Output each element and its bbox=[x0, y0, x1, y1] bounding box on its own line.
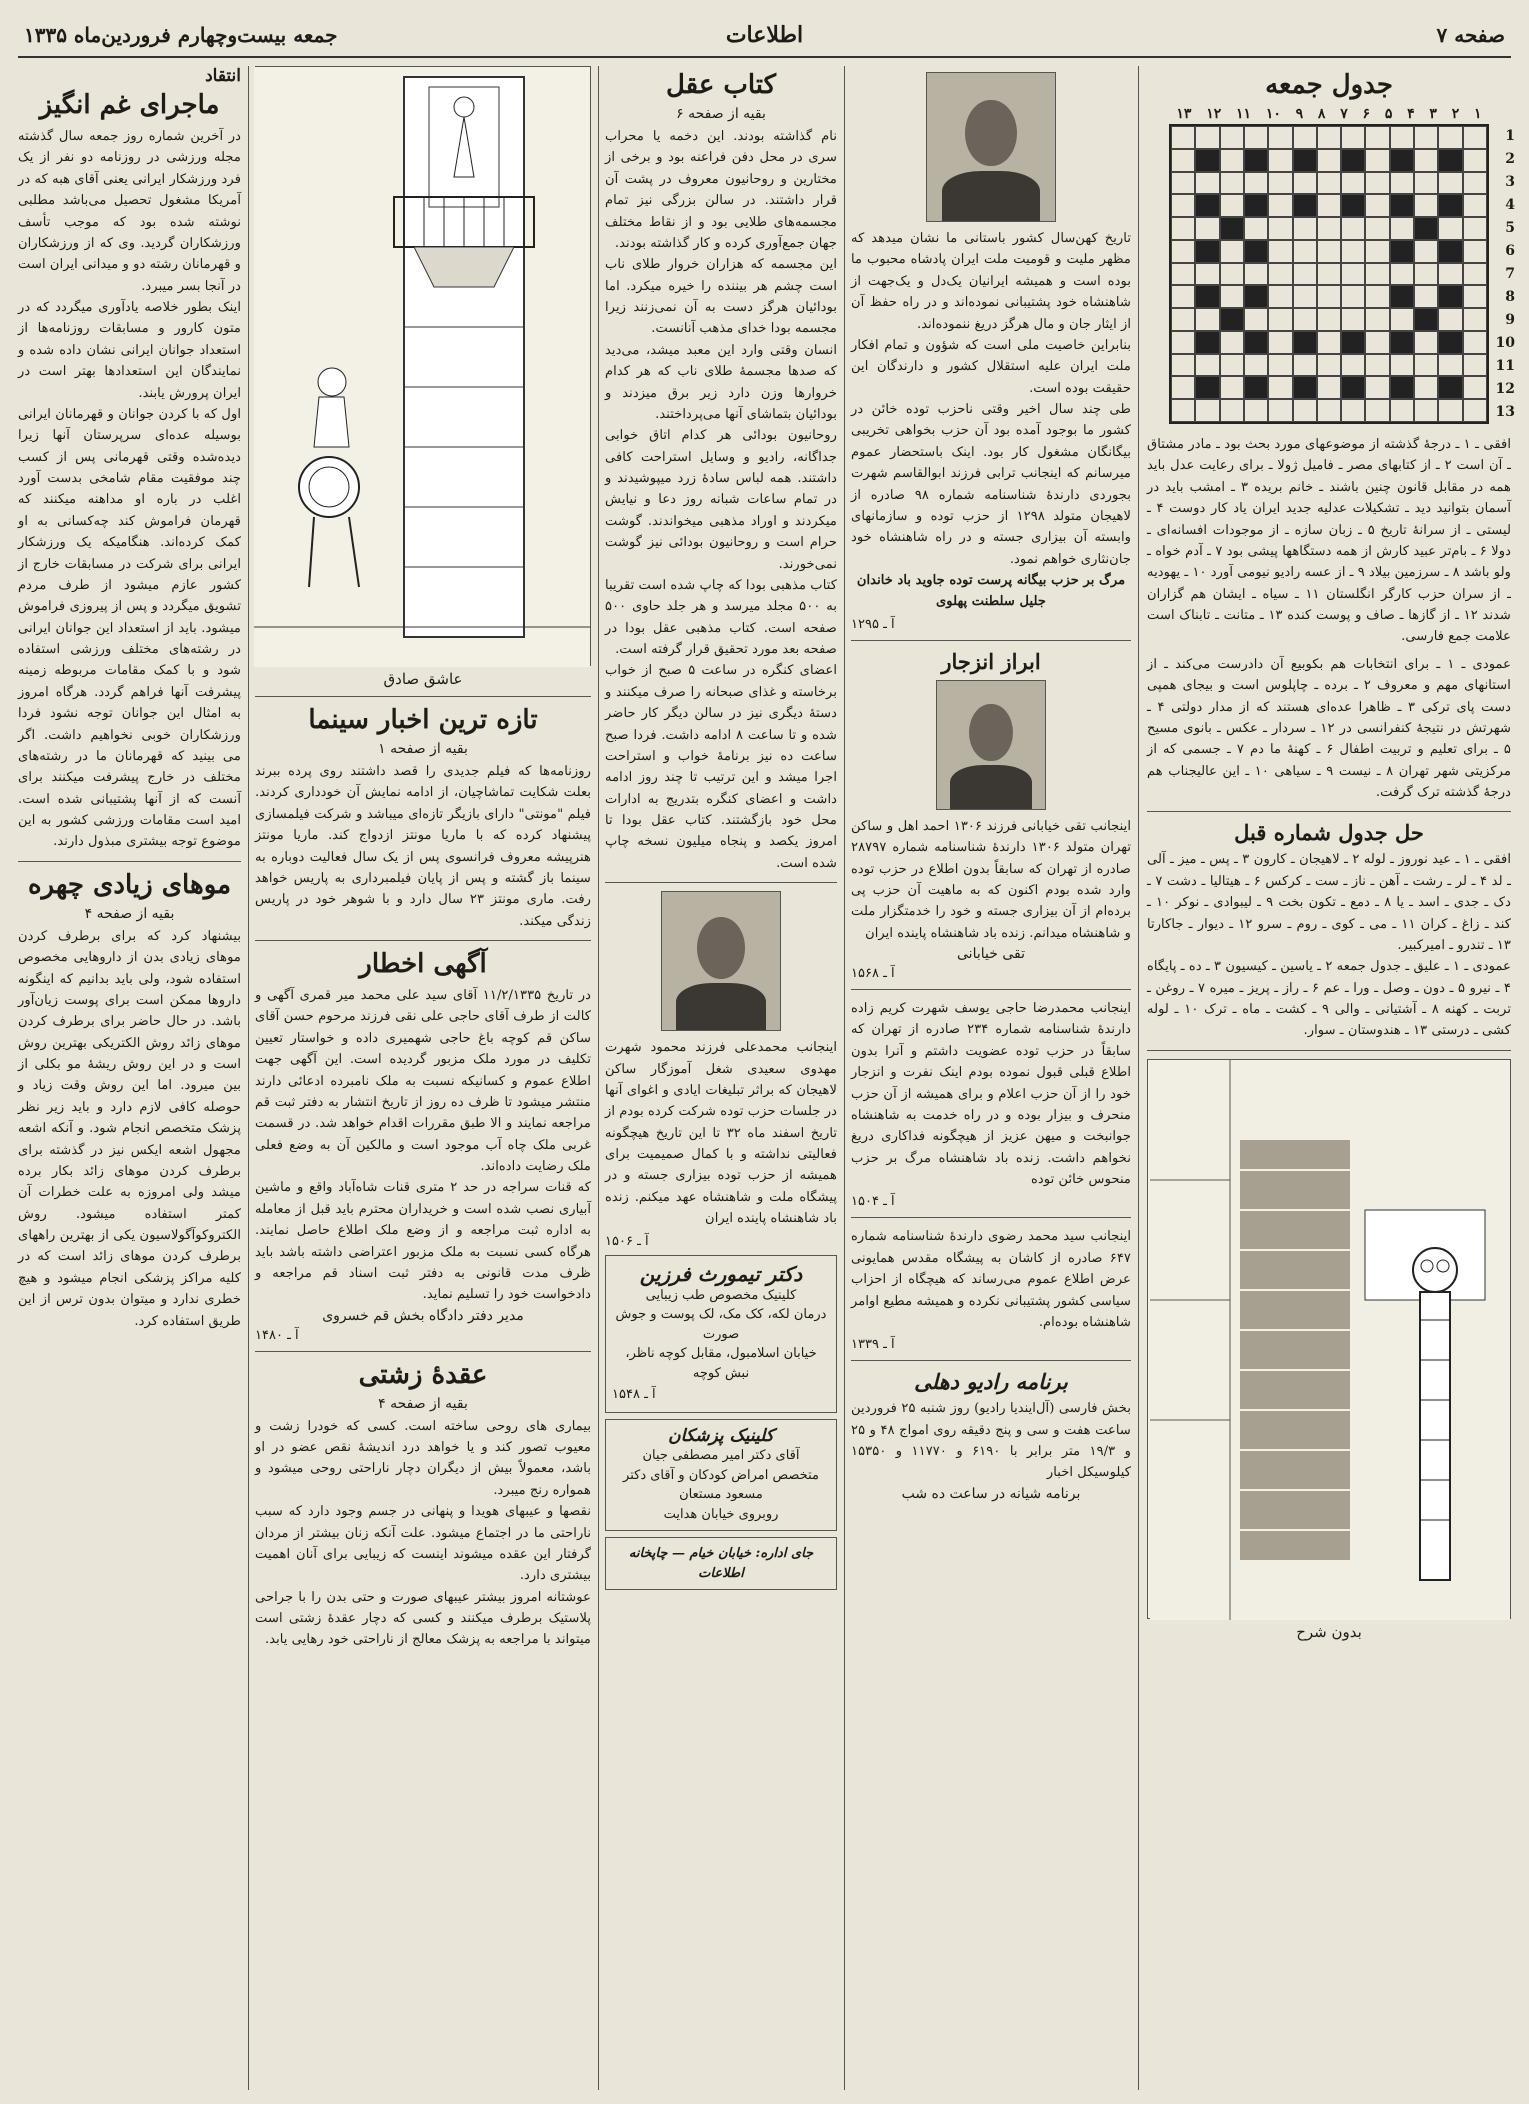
cinema-body: روزنامه‌ها که فیلم جدیدی را قصد داشتند روی پرده ببرند بعلت شکایت تماشاچیان، از ادامه نمایش آن خودداری کردند. فیلم "مونتی" دارای بازیگر تازه‌ای میباشد و شرکت فیلمسازی پیشنهاد کرده که با ماریا مونتز ازدواج کند. ماریا مونتز هنرپیشه معروف فرانسوی پس از یک سال فعالیت دوباره به سینما باز گشته و پس از پایان فیلمبرداری به پاریس خواهد رفت. ماری مونتز ۲۳ سال دارد و با شوهر خود در پاریس زندگی میکند. bbox=[255, 764, 592, 929]
crossword-cell[interactable] bbox=[1463, 240, 1487, 263]
crossword-cell[interactable] bbox=[1317, 126, 1341, 149]
crossword-cell[interactable] bbox=[1195, 331, 1219, 354]
book-paragraph-2: این مجسمه که هزاران خروار طلای ناب است چشم هر بیننده را خیره میکرد. اما بودائیان هرگز دست به آن نمی‌زنند زیرا مجسمه بودا خدای مذهب آنانست. bbox=[605, 257, 837, 337]
crossword-cell[interactable] bbox=[1365, 399, 1389, 422]
crossword-cell[interactable] bbox=[1195, 354, 1219, 377]
crossword-cell[interactable] bbox=[1317, 149, 1341, 172]
crossword-cell[interactable] bbox=[1341, 285, 1365, 308]
crossword-cell[interactable] bbox=[1390, 149, 1414, 172]
crossword-cell[interactable] bbox=[1365, 376, 1389, 399]
issue-date: جمعه بیست‌وچهارم فروردین‌ماه ۱۳۳۵ bbox=[24, 23, 338, 47]
book-paragraph-3: انسان وقتی وارد این معبد میشد، می‌دید که صدها مجسمهٔ طلای ناب که هر کدام خروارها وزن دارد زیر برق میزدند و بودائیان بتماشای آنها می‌پرداختند. bbox=[605, 342, 837, 422]
expression-body: اینجانب تقی خیابانی فرزند ۱۳۰۶ احمد اهل و ساکن تهران متولد ۱۳۰۶ دارندهٔ شناسنامه شماره ۲۸۷۹۷ صادره از تهران که سابقاً بدون اطلاع در حزب توده وارد شده بودم اکنون که به ماهیت آن حزب پی برده‌ام از آن بیزاری جسته و خود را خدمتگزار ملت و شاهنشاه میدانم. زنده باد شاهنشاه پاینده ایران bbox=[851, 818, 1132, 941]
crossword-cell[interactable] bbox=[1268, 217, 1292, 240]
crossword-cell[interactable] bbox=[1341, 217, 1365, 240]
obit-slogan: مرگ بر حزب بیگانه پرست توده جاوید باد خاندان جلیل سلطنت پهلوی bbox=[856, 573, 1126, 610]
crossword-cell[interactable] bbox=[1171, 354, 1195, 377]
hair-title: موهای زیادی چهره bbox=[27, 869, 232, 900]
crossword-cell[interactable] bbox=[1293, 308, 1317, 331]
crossword-cell[interactable] bbox=[1390, 217, 1414, 240]
crossword-cell[interactable] bbox=[1220, 331, 1244, 354]
crossword-cell[interactable] bbox=[1220, 354, 1244, 377]
book-paragraph-6: اعضای کنگره در ساعت ۵ صبح از خواب برخاسته و غذای صبحانه را صرف میکنند و دستهٔ دیگری نیز در سالن دیگر کار حاضر شده و تا ساعت ۸ ادامه داشت. فردا صبح ساعت ده نیز برنامهٔ خواب و استراحت اجرا میشد و این ترتیب تا چند روز ادامه داشت و اعضای کنگره بتدریج به ادارات محل خود بازگشتند. کتاب عقل بودا تا امروز یکصد و پنجاه میلیون نسخه چاپ شده است. bbox=[605, 663, 838, 871]
portrait-photo bbox=[926, 72, 1056, 222]
crossword-cell[interactable] bbox=[1268, 376, 1292, 399]
crossword-cell[interactable] bbox=[1463, 354, 1487, 377]
crossword-horizontal-clues: افقی ـ ۱ ـ درجهٔ گذشته از موضوعهای مورد بحث بود ـ مادر مشتاق ـ آن است ۲ ـ از کتابهای مصر ـ فامیل ژولا ـ برای رعایت عدل باید همه در مقابل قانون چنین باشند ـ خانم بریده ۳ ـ امشب باید در آسمان بتوانید دید ـ تشکیلات عدلیه جدید ایران یاد کار دوست ۴ ـ لیستی ـ از سرانهٔ تاریخ ۵ ـ زبان سازه ـ از موجودات افسانه‌ای ـ دولا ۶ ـ بام‌تر عبید کارش از همه دستگاهها پیشی بود ۷ ـ آدم خواه ـ ولو باشد ۸ ـ سرزمین بیلاد ۹ ـ از عسه رادیو نیومی آورد ۱۰ ـ یهودیه ـ از سران حزب کارگر انگلستان ۱۱ ـ سیاه ـ ایشان هم گزاران شدند ۱۲ ـ از گازها ـ صاف و پوست کنده ۱۳ ـ متانت ـ تابناک است علامت جمع فارسی. bbox=[1147, 437, 1512, 645]
crossword-cell[interactable] bbox=[1268, 263, 1292, 286]
ugly-title: عقدهٔ زشتی bbox=[358, 1359, 488, 1390]
hair-body: بیشنهاد کرد که برای برطرف کردن موهای زیادی بدن از داروهایی مخصوص استفاده شود، ولی باید بدانیم که اینگونه داروها ممکن است برای پوست زیان‌آور باشد. در حال حاضر برای برطرف کردن موهای زائد روش الکتریکی بهترین روش است و در این روش ریشهٔ مو بکلی از بین میرود. اما این روش وقت زیاد و حوصله کافی لازم دارد و باید زیر نظر پزشک متخصص انجام شود. و آنکه اشعه مجهول اشعه ایکس نیز در گذشته برای برطرف کردن موهای زائد بکار برده میشد ولی امروزه به علت خطرات آن کمتر استفاده میشود. روش الکتروکوآگولاسیون یکی از بهترین راههای برطرف کردن موهای زائد است که در کلیه مراکز پزشکی انجام میشود و هیچ خطری ندارد و میتوان بدون ترس از این طریق استفاده کرد. bbox=[18, 928, 241, 1329]
doctor-ad-title: دکتر تیمورث فرزین bbox=[639, 1261, 803, 1286]
crossword-cell[interactable] bbox=[1341, 149, 1365, 172]
crossword-cell[interactable] bbox=[1365, 285, 1389, 308]
crossword-cell[interactable] bbox=[1365, 172, 1389, 195]
crossword-cell[interactable] bbox=[1390, 172, 1414, 195]
crossword-cell[interactable] bbox=[1220, 240, 1244, 263]
crossword-cell[interactable] bbox=[1171, 331, 1195, 354]
newspaper-page bbox=[18, 14, 1515, 2090]
crossword-cell[interactable] bbox=[1317, 194, 1341, 217]
crossword-cell[interactable] bbox=[1317, 263, 1341, 286]
ugly-paragraph-3: عوشتانه امروز بیشتر عیبهای صورت و حتی بدن را با جراحی پلاستیک برطرف میکنند و کسی که دچار عقدهٔ زشتی است میتواند با مراجعه به پزشک معالج از ناراحتی خود رهایی یابد. bbox=[255, 1589, 591, 1648]
crossword-cell[interactable] bbox=[1195, 194, 1219, 217]
saeed-code: آ ـ ۱۳۳۹ bbox=[851, 1337, 895, 1353]
crossword-cell[interactable] bbox=[1268, 354, 1292, 377]
crossword-cell[interactable] bbox=[1341, 263, 1365, 286]
crossword-cell[interactable] bbox=[1171, 376, 1195, 399]
expression-photo bbox=[936, 680, 1046, 810]
clinic-ad: کلینیک پزشکان آقای دکتر امیر مصطفی جیان متخصص امراض کودکان و آقای دکتر مسعود مستعان روبروی خیابان هدایت bbox=[605, 1419, 837, 1531]
expression-code: آ ـ ۱۵۶۸ bbox=[851, 966, 895, 981]
book-column bbox=[605, 66, 837, 2090]
crossword-cell[interactable] bbox=[1244, 194, 1268, 217]
crossword-cell[interactable] bbox=[1414, 149, 1438, 172]
crossword-cell[interactable] bbox=[1438, 149, 1462, 172]
crossword-cell[interactable] bbox=[1390, 194, 1414, 217]
clinic-title: کلینیک پزشکان bbox=[668, 1426, 774, 1446]
notice-signature: مدیر دفتر دادگاه بخش قم خسروی bbox=[322, 1307, 524, 1324]
crossword-cell[interactable] bbox=[1463, 399, 1487, 422]
crossword-cell[interactable] bbox=[1244, 126, 1268, 149]
crossword-cell[interactable] bbox=[1390, 240, 1414, 263]
crossword-cell[interactable] bbox=[1438, 263, 1462, 286]
hajj-body: اینجانب محمدرضا حاجی یوسف شهرت کریم زاده دارندهٔ شناسنامه شماره ۲۳۴ صادره از تهران که سابقاً در حزب توده عضویت داشتم و آنرا بدون اطلاع قبلی قبول نموده بودم اینک نفرت و انزجار خود را از آن حزب اعلام و برای همیشه از آن حزب منحرف و بیزار بوده و در راه خدمت به شاهنشاه جوانبخت و میهن عزیز از هیچگونه فداکاری دریغ نخواهم داشت. زنده باد شاهنشاه مرگ بر حزب منحوس خائن توده bbox=[851, 1001, 1132, 1187]
crossword-cell[interactable] bbox=[1365, 308, 1389, 331]
crossword-cell[interactable] bbox=[1293, 149, 1317, 172]
crossword-cell[interactable] bbox=[1293, 172, 1317, 195]
crossword-cell[interactable] bbox=[1244, 149, 1268, 172]
balcony-caption: عاشق صادق bbox=[383, 670, 463, 688]
crossword-cell[interactable] bbox=[1195, 263, 1219, 286]
radio-title: برنامه رادیو دهلی bbox=[914, 1369, 1068, 1395]
crossword-cell[interactable] bbox=[1293, 217, 1317, 240]
notice-body-2: که قنات سراجه در حد ۲ متری قنات شاه‌آباد واقع و ماشین آبیاری نصب شده است و خریداران محترم باید قبل از معامله به اداره ثبت مراجعه و از وضع ملک اطلاع حاصل نمایند. هرگاه کسی نسبت به ملک مزبور اعتراضی داشته باشد باید ظرف مدت قانونی به دفتر ثبت اسناد قم مراجعه و دادخواست خود را تسلیم نماید. bbox=[255, 1180, 591, 1303]
obit-paragraph-3: طی چند سال اخیر وقتی ناحزب توده خائن در کشور ما بوجود آمده بود آن حزب بخواهی تخریبی بیگانگان مشغول کار بود. اینک باستحضار عموم میرسانم که اینجانب ترابی فرزند ابوالقاسم شهرت بجوردی دارندهٔ شناسنامه شماره ۹۸ صادره از لاهیجان متولد ۱۲۹۸ از حزب توده و سازمانهای وابسته آن بیزاری جسته و در راه شاهنشاه خود جان‌نثاری خواهم نمود. bbox=[851, 402, 1131, 567]
declarations-column bbox=[851, 66, 1131, 2090]
crossword-cell[interactable] bbox=[1438, 399, 1462, 422]
sad-paragraph-1: در آخرین شماره روز جمعه سال گذشته مجله ورزشی در روزنامه دو نفر از یک فرد ورزشکار ایرانی یعنی آقای هبه که در آمریکا مشغول تحصیل می‌باشد مطلبی نوشته شده بود که موجب تأسف ورزشکاران گردید. وی که از ورزشکاران و قهرمانان رشته دو و میدانی ایران است در آنجا بسر میبرد. bbox=[18, 129, 241, 294]
crossword-cell[interactable] bbox=[1220, 217, 1244, 240]
cartoon-balcony bbox=[255, 66, 591, 666]
crossword-cell[interactable] bbox=[1220, 194, 1244, 217]
crossword-cell[interactable] bbox=[1463, 331, 1487, 354]
saeed-body: اینجانب سید محمد رضوی دارندهٔ شناسنامه شماره ۶۴۷ صادره از کاشان به پیشگاه مقدس همایونی عرض اطلاع عموم می‌رساند که هیچگاه از احزاب سیاسی کشور پشتیبانی نکرده و همیشه مطیع اوامر شاهنشاه بوده‌ام. bbox=[851, 1229, 1131, 1330]
sad-paragraph-2: اینک بطور خلاصه یادآوری میگردد که در متون کارور و مسابقات روزنامه‌ها از استعداد جوانان ایرانی نشان داده شده و نمایندگان این استعدادها بهتر است در ایران پرورش یابند. bbox=[18, 300, 241, 401]
crossword-cell[interactable] bbox=[1317, 354, 1341, 377]
crossword-cell[interactable] bbox=[1414, 376, 1438, 399]
crossword-cell[interactable] bbox=[1268, 308, 1292, 331]
hajj-code: آ ـ ۱۵۰۴ bbox=[851, 1194, 895, 1210]
crossword-cell[interactable] bbox=[1244, 308, 1268, 331]
crossword-cell[interactable] bbox=[1365, 149, 1389, 172]
sad-kicker: انتقاد bbox=[205, 66, 241, 86]
crossword-cell[interactable] bbox=[1268, 240, 1292, 263]
crossword-cell[interactable] bbox=[1293, 285, 1317, 308]
crossword-cell[interactable] bbox=[1317, 308, 1341, 331]
crossword-cell[interactable] bbox=[1463, 285, 1487, 308]
crossword-cell[interactable] bbox=[1171, 149, 1195, 172]
crossword-cell[interactable] bbox=[1317, 399, 1341, 422]
book-title: کتاب عقل bbox=[665, 70, 777, 100]
crossword-cell[interactable] bbox=[1244, 331, 1268, 354]
crossword-cell[interactable] bbox=[1317, 285, 1341, 308]
crossword-cell[interactable] bbox=[1414, 217, 1438, 240]
crossword-cell[interactable] bbox=[1268, 399, 1292, 422]
crossword-cell[interactable] bbox=[1390, 285, 1414, 308]
crossword-cell[interactable] bbox=[1244, 240, 1268, 263]
crossword-cell[interactable] bbox=[1365, 331, 1389, 354]
book-paragraph-1: نام گذاشته بودند. این دخمه یا محراب سری در محل دفن فراعنه بود و برخی از مختارین و روحانیون معروف در پشت آن قرار داشتند. در سالن بزرگی نیز تمام مجسمه‌های طلایی بود و از نقاط مختلف جهان جمع‌آوری کرده و کار گذاشته بودند. bbox=[605, 129, 837, 251]
crossword-cell[interactable] bbox=[1220, 285, 1244, 308]
crossword-cell[interactable] bbox=[1341, 331, 1365, 354]
crossword-cell[interactable] bbox=[1414, 354, 1438, 377]
tashkil-body: اینجانب محمدعلی فرزند محمود شهرت مهدوی سعیدی شغل آموزگار ساکن لاهیجان که براثر تبلیغات ایادی و اغوای آنها در جلسات حزب توده شرکت کرده بودم از تاریخ اسفند ماه ۳۲ تا این تاریخ هیچگونه فعالیتی نداشته و با کمال صمیمیت برای همیشه از حزب توده بیزاری جسته و در پیشگاه ملت و شاهنشاه عهد میکنم. زنده باد شاهنشاه پاینده ایران bbox=[605, 1040, 838, 1227]
expression-title: ابراز انزجار bbox=[941, 648, 1041, 674]
crossword-cell[interactable] bbox=[1438, 194, 1462, 217]
crossword-cell[interactable] bbox=[1220, 263, 1244, 286]
crossword-cell[interactable] bbox=[1293, 194, 1317, 217]
crossword-cell[interactable] bbox=[1390, 263, 1414, 286]
crossword-column bbox=[1147, 66, 1515, 2090]
tashkil-code: آ ـ ۱۵۰۶ bbox=[605, 1233, 649, 1249]
crossword-row-numbers: 1 2 3 4 5 6 7 8 9 10 11 12 13 bbox=[1495, 127, 1515, 421]
crossword-cell[interactable] bbox=[1317, 172, 1341, 195]
crossword-cell[interactable] bbox=[1463, 126, 1487, 149]
balcony-drawing bbox=[254, 67, 590, 667]
notice-code: آ ـ ۱۴۸۰ bbox=[255, 1327, 299, 1343]
crossword-cell[interactable] bbox=[1463, 149, 1487, 172]
crossword-cell[interactable] bbox=[1463, 172, 1487, 195]
sad-title: ماجرای غم انگیز bbox=[39, 90, 220, 120]
expression-signature: تقی خیابانی bbox=[957, 946, 1025, 962]
crossword-cell[interactable] bbox=[1438, 308, 1462, 331]
crossword-cell[interactable] bbox=[1390, 354, 1414, 377]
crossword-cell[interactable] bbox=[1414, 308, 1438, 331]
crossword-cell[interactable] bbox=[1463, 263, 1487, 286]
crossword-cell[interactable] bbox=[1341, 240, 1365, 263]
crossword-cell[interactable] bbox=[1268, 331, 1292, 354]
tashkil-photo bbox=[661, 891, 781, 1031]
solution-horizontal: افقی ـ ۱ ـ عید نوروز ـ لوله ۲ ـ لاهیجان ـ کارون ۳ ـ پس ـ میز ـ آلی ـ لد ۴ ـ لر ـ رشت ـ آهن ـ ناز ـ ست ـ کرکس ۶ ـ هیتالیا ـ دشت ۷ ـ دک ـ جدی ـ اسد ـ یا ۸ ـ دمع ـ تکون بخت ۹ ـ لیبوادی ـ نوکر ۱۰ ـ کند ـ زاغ ـ کران ۱۱ ـ می ـ کوی ـ روم ـ سرو ۱۲ ـ دیوار ـ جاکارتا ۱۳ ـ تندرو ـ امیرکبیر. bbox=[1147, 852, 1512, 953]
cartoon-drawing bbox=[1150, 1060, 1510, 1620]
center-column bbox=[255, 66, 591, 2090]
crossword-cell[interactable] bbox=[1365, 126, 1389, 149]
crossword-cell[interactable] bbox=[1293, 240, 1317, 263]
crossword-cell[interactable] bbox=[1341, 194, 1365, 217]
crossword-cell[interactable] bbox=[1293, 399, 1317, 422]
crossword-cell[interactable] bbox=[1438, 217, 1462, 240]
crossword-cell[interactable] bbox=[1341, 376, 1365, 399]
address-ad: جای اداره: خیابان خیام — چاپخانه اطلاعات bbox=[605, 1537, 837, 1590]
cartoon-window bbox=[1147, 1059, 1511, 1619]
crossword-cell[interactable] bbox=[1220, 399, 1244, 422]
crossword-col-numbers: ۱۳ ۱۲ ۱۱ ۱۰ ۹ ۸ ۷ ۶ ۵ ۴ ۳ ۲ ۱ bbox=[1176, 106, 1482, 122]
crossword-cell[interactable] bbox=[1341, 354, 1365, 377]
radio-body: بخش فارسی (آل‌اینديا رادیو) روز شنبه ۲۵ فروردین ساعت هفت و سی و پنج دقیقه روی امواج ۴۸ و ۲۵ و ۱۹/۳ متر برابر با ۶۱۹۰ و ۱۱۷۷۰ و ۱۵۳۵۰ کیلوسیکل اخبار bbox=[851, 1401, 1131, 1481]
crossword-cell[interactable] bbox=[1293, 331, 1317, 354]
ugly-paragraph-2: نقصها و عیبهای هویدا و پنهانی در جسم وجود دارد که سبب ناراحتی ما در اجتماع میشود. علت آنکه زنان بیشتر از مردان گرفتار این عقده میشوند اینست که زیبایی برای آنان اهمیت بیشتری دارد. bbox=[255, 1504, 591, 1584]
crossword-cell[interactable] bbox=[1195, 308, 1219, 331]
crossword-cell[interactable] bbox=[1268, 149, 1292, 172]
crossword-cell[interactable] bbox=[1414, 194, 1438, 217]
crossword-cell[interactable] bbox=[1171, 217, 1195, 240]
left-column bbox=[18, 66, 241, 2090]
crossword-cell[interactable] bbox=[1341, 172, 1365, 195]
crossword-cell[interactable] bbox=[1171, 308, 1195, 331]
crossword-cell[interactable] bbox=[1171, 194, 1195, 217]
crossword-cell[interactable] bbox=[1438, 376, 1462, 399]
notice-title: آگهی اخطار bbox=[359, 949, 487, 979]
crossword-cell[interactable] bbox=[1171, 172, 1195, 195]
crossword-cell[interactable] bbox=[1244, 354, 1268, 377]
solution-title: حل جدول شماره قبل bbox=[1234, 820, 1424, 846]
crossword-cell[interactable] bbox=[1438, 126, 1462, 149]
crossword-cell[interactable] bbox=[1390, 308, 1414, 331]
crossword-cell[interactable] bbox=[1414, 331, 1438, 354]
crossword-cell[interactable] bbox=[1463, 308, 1487, 331]
crossword-cell[interactable] bbox=[1317, 217, 1341, 240]
crossword-cell[interactable] bbox=[1463, 376, 1487, 399]
crossword-cell[interactable] bbox=[1317, 376, 1341, 399]
crossword-cell[interactable] bbox=[1390, 331, 1414, 354]
crossword-cell[interactable] bbox=[1244, 285, 1268, 308]
crossword-cell[interactable] bbox=[1463, 194, 1487, 217]
crossword-cell[interactable] bbox=[1244, 399, 1268, 422]
crossword-cell[interactable] bbox=[1268, 126, 1292, 149]
paper-name: اطلاعات bbox=[725, 22, 804, 48]
crossword-title: جدول جمعه bbox=[1265, 70, 1393, 100]
book-continuation: بقیه از صفحه ۶ bbox=[676, 106, 766, 122]
crossword-cell[interactable] bbox=[1438, 331, 1462, 354]
crossword-cell[interactable] bbox=[1220, 149, 1244, 172]
obit-paragraph-1: تاریخ کهن‌سال کشور باستانی ما نشان میدهد که مظهر ملیت و قومیت ملت ایران پادشاه محبوب ما بوده است و همیشه ایرانیان یک‌دل و یک‌جهت از شاهنشاه خود پشتیبانی نموده‌اند و در راه حفظ آن از ایثار جان و مال هرگز دریغ ننموده‌اند. bbox=[851, 231, 1131, 332]
page-number: صفحه ۷ bbox=[1436, 23, 1505, 47]
crossword-cell[interactable] bbox=[1390, 376, 1414, 399]
crossword-cell[interactable] bbox=[1244, 217, 1268, 240]
crossword-cell[interactable] bbox=[1317, 331, 1341, 354]
crossword-cell[interactable] bbox=[1268, 285, 1292, 308]
crossword-cell[interactable] bbox=[1341, 308, 1365, 331]
crossword-cell[interactable] bbox=[1195, 376, 1219, 399]
crossword-cell[interactable] bbox=[1293, 354, 1317, 377]
sad-paragraph-3: اول که با کردن جوانان و قهرمانان ایرانی بوسیله عده‌ای سرپرستان آنها زیرا دیده‌شده وقتی قهرمانی پس از کسب چند موفقیت مقام شامخی بدست آورد اغلب در باره او مداهنه میکنند که قهرمان فراموش کند چه‌کسانی به او کمک کرده‌اند. هنگامیکه یک ورزشکار ایرانی برای شرکت در مسابقات خارج از کشور عازم میشود از طرف مردم تشویق میگردد و پس از پیروزی فراموش میشود. باید از استعداد این جوانان ایرانی در رشته‌های مختلف ورزشی استفاده شود و با کمک مقامات مربوطه زمینه پیشرفت آنها فراهم گردد. هرگاه امروز به امثال این جوانان توجه نشود فردا ورزشکاران خوبی نخواهیم داشت. اگر می بینید که قهرمانان ما در رشته‌های مختلف در خارج پیشرفت میکنند برای آنست که از آنها پشتیبانی شده است. امید است مقامات ورزشی کشور به این موضوع توجه بیشتری مبذول دارند. bbox=[18, 406, 241, 850]
crossword-cell[interactable] bbox=[1365, 263, 1389, 286]
crossword-cell[interactable] bbox=[1365, 354, 1389, 377]
crossword-cell[interactable] bbox=[1414, 240, 1438, 263]
crossword-grid[interactable] bbox=[1169, 124, 1489, 424]
crossword-cell[interactable] bbox=[1195, 240, 1219, 263]
crossword-cell[interactable] bbox=[1171, 126, 1195, 149]
ugly-continuation: بقیه از صفحه ۴ bbox=[378, 1395, 468, 1412]
crossword-cell[interactable] bbox=[1463, 217, 1487, 240]
crossword-cell[interactable] bbox=[1414, 399, 1438, 422]
crossword-cell[interactable] bbox=[1293, 263, 1317, 286]
doctor-ad: دکتر تیمورث فرزین کلینیک مخصوص طب زیبایی درمان لکه، کک مک، لک پوست و جوش صورت خیابان اسلامبول، مقابل کوچه ناظر، نبش کوچه آ ـ ۱۵۴۸ bbox=[605, 1255, 837, 1414]
crossword-cell[interactable] bbox=[1268, 194, 1292, 217]
book-paragraph-4: روحانیون بودائی هر کدام اتاق خوابی جداگانه، رادیو و وسایل استراحت کافی داشتند. همه لباس سادهٔ زرد میپوشیدند و در تمام ساعات شبانه روز دعا و نیایش میکردند و اوراد مذهبی میخواندند. گوشت حرام است و روحانیون بودائی نیز گوشت نمی‌خورند. bbox=[605, 428, 837, 572]
crossword-cell[interactable] bbox=[1341, 126, 1365, 149]
crossword-cell[interactable] bbox=[1365, 194, 1389, 217]
crossword-cell[interactable] bbox=[1195, 285, 1219, 308]
crossword-cell[interactable] bbox=[1438, 240, 1462, 263]
crossword-cell[interactable] bbox=[1414, 172, 1438, 195]
crossword-cell[interactable] bbox=[1171, 263, 1195, 286]
crossword-cell[interactable] bbox=[1220, 126, 1244, 149]
crossword-cell[interactable] bbox=[1195, 399, 1219, 422]
ugly-paragraph-1: بیماری های روحی ساخته است. کسی که خودرا زشت و معیوب تصور کند و یا خواهد درد اندیشهٔ نقص عضو در او باشد، معمولاً بیش از دیگران دچار ناراحتی روحی میشود و همواره رنج میبرد. bbox=[255, 1418, 591, 1498]
radio-footer: برنامه شیانه در ساعت ده شب bbox=[901, 1485, 1081, 1502]
crossword-cell[interactable] bbox=[1390, 399, 1414, 422]
cartoon-caption: بدون شرح bbox=[1296, 1622, 1362, 1641]
cinema-title: تازه ترین اخبار سینما bbox=[308, 705, 538, 735]
crossword-cell[interactable] bbox=[1171, 240, 1195, 263]
crossword-cell[interactable] bbox=[1365, 240, 1389, 263]
cinema-continuation: بقیه از صفحه ۱ bbox=[378, 741, 468, 757]
crossword-cell[interactable] bbox=[1244, 263, 1268, 286]
crossword-cell[interactable] bbox=[1390, 126, 1414, 149]
crossword-cell[interactable] bbox=[1365, 217, 1389, 240]
crossword-cell[interactable] bbox=[1293, 376, 1317, 399]
masthead bbox=[18, 14, 1511, 58]
crossword-cell[interactable] bbox=[1220, 308, 1244, 331]
crossword-cell[interactable] bbox=[1220, 376, 1244, 399]
crossword-cell[interactable] bbox=[1244, 172, 1268, 195]
crossword-cell[interactable] bbox=[1195, 126, 1219, 149]
crossword-cell[interactable] bbox=[1414, 263, 1438, 286]
solution-vertical: عمودی ـ ۱ ـ علیق ـ جدول جمعه ۲ ـ یاسین ـ کیسیون ۳ ـ ده ـ پایگاه ۴ ـ نیرو ۵ ـ دون ـ وصل ـ ورا ـ عم ۶ ـ راز ـ پریز ـ میره ۷ ـ روغن ـ تربت ـ کهنه ۸ ـ آشتیانی ـ والی ۹ ـ کشت ـ ماه ـ ترک ۱۰ ـ لوله کشی ـ درستی ۱۳ ـ هندوستان ـ سوار. bbox=[1147, 959, 1511, 1039]
crossword-cell[interactable] bbox=[1171, 285, 1195, 308]
crossword-cell[interactable] bbox=[1438, 172, 1462, 195]
crossword-cell[interactable] bbox=[1293, 126, 1317, 149]
crossword-cell[interactable] bbox=[1317, 240, 1341, 263]
crossword-cell[interactable] bbox=[1438, 354, 1462, 377]
crossword-cell[interactable] bbox=[1195, 149, 1219, 172]
book-paragraph-5: کتاب مذهبی بودا که چاپ شده است تقریبا به ۵۰۰ مجلد میرسد و هر جلد حاوی ۵۰۰ صفحه است. کتاب مذهبی عقل بودا در صفحه بعد مورد تحقیق قرار گرفته است. bbox=[605, 577, 837, 657]
hair-continuation: بقیه از صفحه ۴ bbox=[84, 905, 175, 922]
crossword-cell[interactable] bbox=[1268, 172, 1292, 195]
crossword-cell[interactable] bbox=[1195, 172, 1219, 195]
crossword-cell[interactable] bbox=[1244, 376, 1268, 399]
crossword-cell[interactable] bbox=[1341, 399, 1365, 422]
crossword-cell[interactable] bbox=[1195, 217, 1219, 240]
obit-paragraph-2: بنابراین خاصیت ملی است که شؤون و تمام افکار ملت ایران علیه استقلال کشور و دارندگان این حقیقت بوده است. bbox=[851, 337, 1131, 396]
crossword-cell[interactable] bbox=[1414, 285, 1438, 308]
crossword-cell[interactable] bbox=[1438, 285, 1462, 308]
crossword-vertical-clues: عمودی ـ ۱ ـ برای انتخابات هم بکوبیع آن دادرست می‌کند ـ از استانهای مهم و معروف ۲ ـ برده ـ چاپلوس است و بیجای همپی دست پای ترکی ۳ ـ ظاهرا عده‌ای هستند که از مدار دولتی ۴ ـ شهرتش در نتیجهٔ کنفرانسی در ۱۲ ـ سردار ـ عکس ـ بانوی مسیح ۵ ـ برای تعلیم و تربیت اطفال ۶ ـ کهنهٔ ما دم ۷ ـ جسمی که از مرکزیتی شهر تهران ۸ ـ نیست ۹ ـ سیاهی ۱۰ ـ این عالیجناب هم درجهٔ گذشته ترک گرفت. bbox=[1147, 656, 1512, 800]
crossword-cell[interactable] bbox=[1414, 126, 1438, 149]
crossword-cell[interactable] bbox=[1220, 172, 1244, 195]
notice-body: در تاریخ ۱۱/۲/۱۳۳۵ آقای سید علی محمد میر قمری آگهی و کالت از طرف آقای حاجی علی نقی فرزند مرحوم حسن آقای ساکن قم کوچه باغ حاجی شهمیری داده و خواستار تعیین تکلیف در مورد ملک مزبور گردیده است. این آگهی جهت اطلاع عموم و کسانیکه نسبت به ملک نامبرده ادعائی دارند منتشر میشود تا ظرف ده روز از تاریخ انتشار به دفتر ثبت قم مراجعه نمایند و الا طبق مقررات اقدام خواهد شد. در قسمت غربی ملک چاه آب موجود است و مالکین آن به وضع فعلی ملک رضایت داده‌اند. bbox=[255, 988, 591, 1174]
crossword-cell[interactable] bbox=[1171, 399, 1195, 422]
obit-code: آ ـ ۱۲۹۵ bbox=[851, 616, 895, 632]
